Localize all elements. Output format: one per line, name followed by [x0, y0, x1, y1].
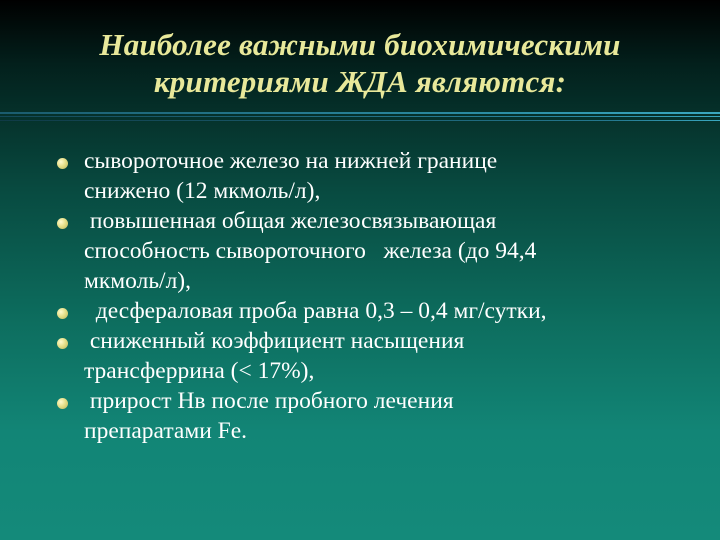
title-line: критериями ЖДА являются: — [153, 64, 567, 99]
list-item — [52, 386, 702, 446]
list-item-line: способность сывороточного железа (до 94,4 — [84, 238, 537, 264]
list-item-line: сывороточное железо на нижней границе — [84, 148, 498, 174]
bullet-icon — [57, 218, 68, 229]
list-item — [52, 326, 702, 386]
title-divider — [0, 112, 720, 114]
list-item — [52, 206, 702, 296]
bullet-icon — [57, 398, 68, 409]
bullet-icon — [57, 338, 68, 349]
list-item-line: снижено (12 мкмоль/л), — [84, 178, 321, 204]
list-item-line: препаратами Fe. — [84, 418, 248, 444]
list-item-line: прирост Нв после пробного лечения — [84, 388, 454, 414]
list-item-line: десфераловая проба равна 0,3 – 0,4 мг/сутки, — [84, 298, 547, 324]
bullet-icon — [57, 158, 68, 169]
bullet-list — [52, 146, 702, 446]
list-item-line: сниженный коэффициент насыщения — [84, 328, 465, 354]
title-line: Наиболее важными биохимическими — [99, 27, 621, 62]
title-divider — [0, 116, 720, 117]
slide-title — [20, 26, 700, 100]
list-item — [52, 146, 702, 206]
list-item-line: повышенная общая железосвязывающая — [84, 208, 497, 234]
bullet-icon — [57, 308, 68, 319]
list-item-line: мкмоль/л), — [84, 268, 192, 294]
list-item — [52, 296, 702, 326]
list-item-line: трансферрина (< 17%), — [84, 358, 315, 384]
title-divider — [0, 120, 720, 121]
